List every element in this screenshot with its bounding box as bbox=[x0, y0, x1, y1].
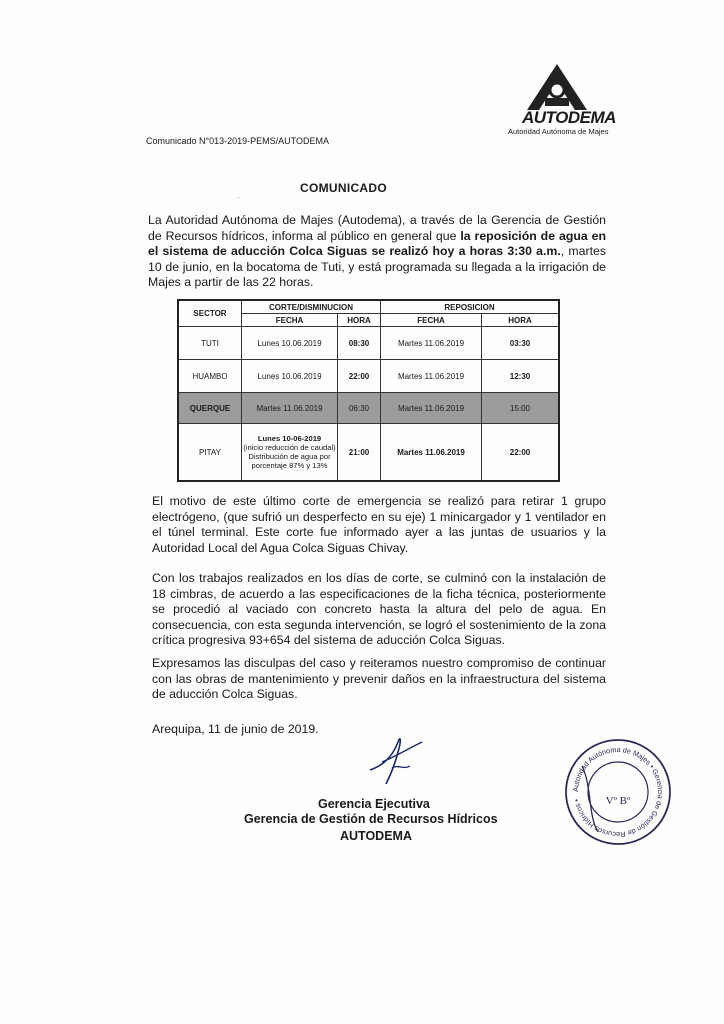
schedule-table bbox=[177, 299, 560, 482]
cell-repo-hora: 15:00 bbox=[482, 393, 560, 424]
cell-corte-fecha bbox=[242, 424, 338, 482]
signature-line-2: Gerencia de Gestión de Recursos Hídricos bbox=[244, 812, 498, 826]
table-row bbox=[178, 424, 559, 482]
cell-corte-hora: 21:00 bbox=[338, 424, 381, 482]
intro-paragraph bbox=[148, 213, 606, 291]
cell-sector: QUERQUE bbox=[178, 393, 242, 424]
table-row bbox=[178, 327, 559, 360]
cell-repo-fecha: Martes 11.06.2019 bbox=[381, 424, 482, 482]
header-corte-hora: HORA bbox=[338, 314, 381, 327]
cell-repo-fecha: Martes 11.06.2019 bbox=[381, 360, 482, 393]
cell-corte-fecha-line2: (inicio reducción de caudal) Distribución de agua por porcentaje 87% y 13% bbox=[243, 443, 336, 470]
handwritten-signature-icon bbox=[362, 728, 432, 788]
cell-repo-hora: 03:30 bbox=[482, 327, 560, 360]
cell-repo-fecha: Martes 11.06.2019 bbox=[381, 327, 482, 360]
header-reposicion: REPOSICION bbox=[381, 300, 560, 314]
scan-speck: · bbox=[237, 193, 240, 202]
intro-text-2: , martes 10 de junio, en la bocatoma de Tuti, y está programada su llegada a la irrigación de Majes a partir de las 22 horas. bbox=[148, 244, 606, 289]
document-reference: Comunicado N°013-2019-PEMS/AUTODEMA bbox=[146, 136, 330, 146]
cell-repo-hora: 22:00 bbox=[482, 424, 560, 482]
paragraph-trabajos: Con los trabajos realizados en los días de corte, se culminó con la instalación de 18 cimbras, de acuerdo a las especificaciones de la ficha técnica, posteriormente se procedió al vaciado con concreto hasta la altura del pelo de agua. En consecuencia, con esta segunda intervención, se logró el sostenimiento de la zona crítica progresiva 93+654 del sistema de aducción Colca Siguas. bbox=[152, 571, 606, 647]
header-corte: CORTE/DISMINUCION bbox=[242, 300, 381, 314]
table-row-highlighted bbox=[178, 393, 559, 424]
header-corte-fecha: FECHA bbox=[242, 314, 338, 327]
date-line: Arequipa, 11 de junio de 2019. bbox=[152, 722, 319, 736]
seal-center-text: Vº Bº bbox=[605, 795, 631, 807]
signature-line-1: Gerencia Ejecutiva bbox=[318, 797, 430, 811]
cell-corte-fecha-line1: Lunes 10-06-2019 bbox=[257, 434, 322, 443]
cell-sector: PITAY bbox=[178, 424, 242, 482]
header-repo-hora: HORA bbox=[482, 314, 560, 327]
cell-sector: TUTI bbox=[178, 327, 242, 360]
cell-corte-fecha: Martes 11.06.2019 bbox=[242, 393, 338, 424]
cell-corte-hora: 08:30 bbox=[338, 327, 381, 360]
intro-text-1: La Autoridad Autónoma de Majes (Autodema), a través de la Gerencia de Gestión de Recursos hídricos, informa al público en general que bbox=[148, 213, 606, 243]
signature-line-3: AUTODEMA bbox=[340, 829, 412, 843]
official-seal-stamp-icon bbox=[562, 736, 674, 848]
cell-corte-hora: 22:00 bbox=[338, 360, 381, 393]
cell-corte-fecha: Lunes 10.06.2019 bbox=[242, 360, 338, 393]
header-repo-fecha: FECHA bbox=[381, 314, 482, 327]
seal-ring-text: Autoridad Autónoma de Majes • Gerencia de Gestión de Recursos Hídricos • bbox=[570, 744, 666, 840]
logo-subtitle: Autoridad Autónoma de Majes bbox=[508, 127, 609, 136]
cell-sector: HUAMBO bbox=[178, 360, 242, 393]
cell-corte-fecha: Lunes 10.06.2019 bbox=[242, 327, 338, 360]
paragraph-disculpas: Expresamos las disculpas del caso y reiteramos nuestro compromiso de continuar con las obras de mantenimiento y prevenir daños en la infraestructura del sistema de aducción Colca Siguas. bbox=[152, 656, 606, 701]
header-sector: SECTOR bbox=[178, 300, 242, 327]
svg-text:Autoridad Autónoma de Majes • bbox=[571, 745, 665, 839]
cell-repo-fecha: Martes 11.06.2019 bbox=[381, 393, 482, 424]
document-title: COMUNICADO bbox=[300, 181, 387, 195]
cell-corte-hora: 06:30 bbox=[338, 393, 381, 424]
intro-bold-text: la reposición de agua en el sistema de aducción Colca Siguas se realizó hoy a horas 3:30 a.m. bbox=[148, 228, 606, 258]
logo-name: AUTODEMA bbox=[522, 108, 616, 127]
table-row bbox=[178, 360, 559, 393]
cell-repo-hora: 12:30 bbox=[482, 360, 560, 393]
paragraph-motivo: El motivo de este último corte de emergencia se realizó para retirar 1 grupo electrógeno, (que sufrió un desperfecto en su eje) 1 minicargador y 1 ventilador en el túnel terminal. Este corte fue informado ayer a las juntas de usuarios y la Autoridad Local del Agua Colca Siguas Chivay. bbox=[152, 494, 606, 555]
